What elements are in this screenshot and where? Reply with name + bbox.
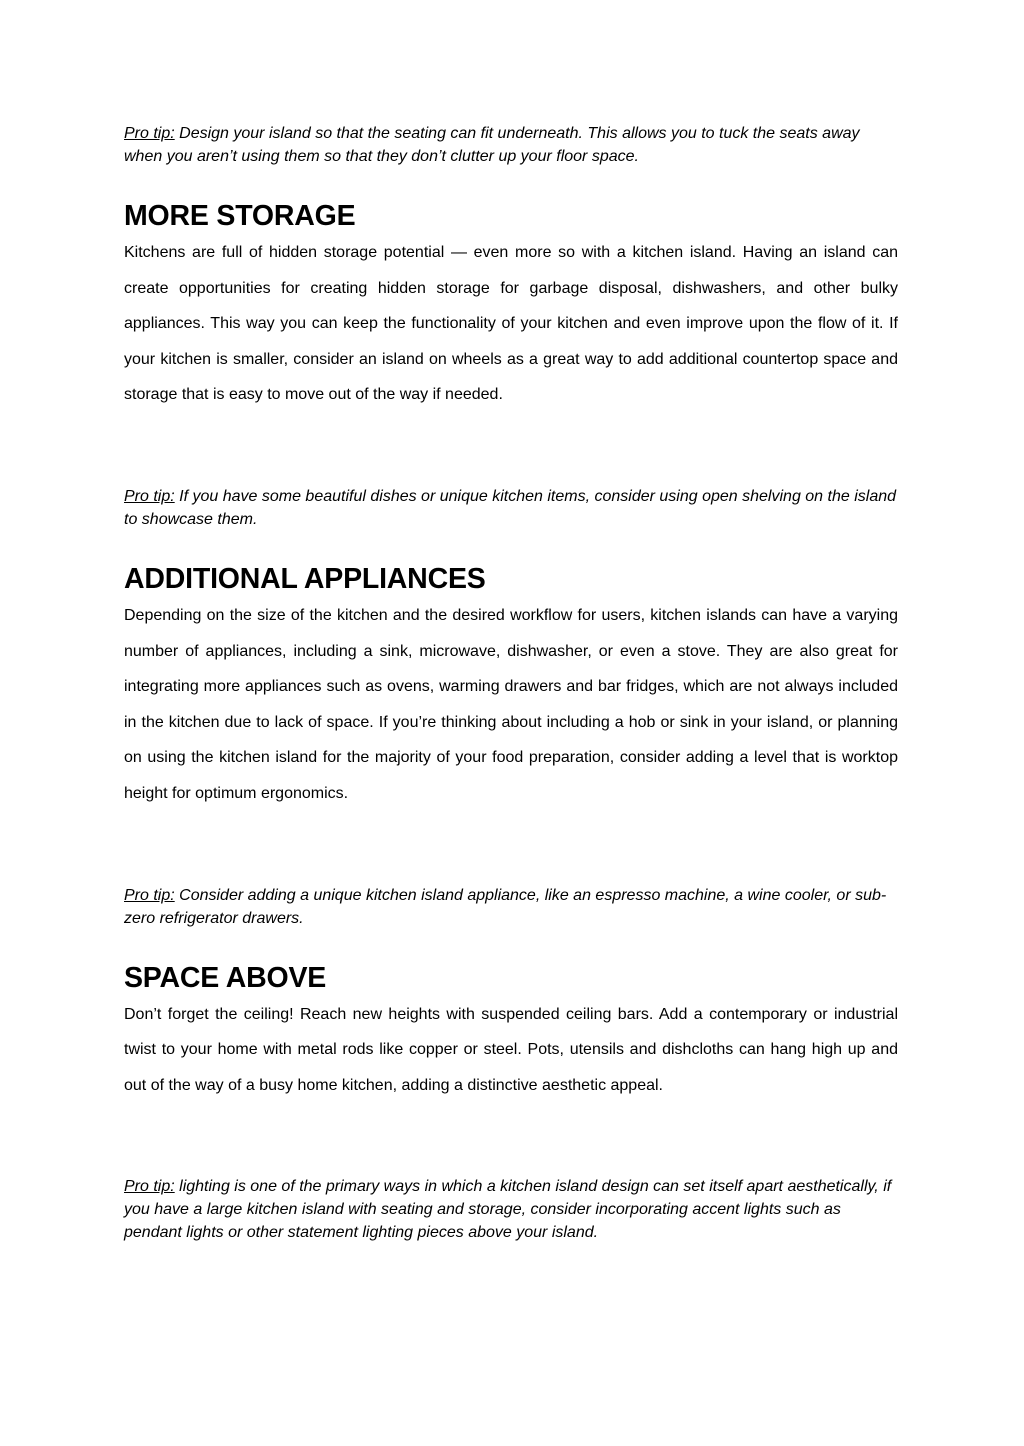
pro-tip-text: lighting is one of the primary ways in which a kitchen island design can set itself apart aesthetically, if you have a large kitchen island with seating and storage, consider incorporating accent lights such as pendant lights or other statement lighting pieces above your island. — [124, 1178, 892, 1242]
paragraph-space-above: Don’t forget the ceiling! Reach new heights with suspended ceiling bars. Add a contemporary or industrial twist to your home with metal rods like copper or steel. Pots, utensils and dishcloths can hang high up and out of the way of a busy home kitchen, adding a distinctive aesthetic appeal. — [124, 1005, 898, 1094]
heading-additional-appliances: ADDITIONAL APPLIANCES — [124, 562, 486, 595]
pro-tip-label: Pro tip: — [124, 487, 175, 505]
pro-tip-label: Pro tip: — [124, 1178, 175, 1196]
pro-tip-text: If you have some beautiful dishes or unique kitchen items, consider using open shelving on the island to showcase them. — [124, 487, 897, 528]
pro-tip-label: Pro tip: — [124, 125, 175, 142]
paragraph-additional-appliances: Depending on the size of the kitchen and the desired workflow for users, kitchen islands can have a varying number of appliances, including a sink, microwave, dishwasher, or even a stove. They are also great for integrating more appliances such as ovens, warming drawers and bar fridges, which are not always included in the kitchen due to lack of space. If you’re thinking about including a hob or sink in your island, or planning on using the kitchen island for the majority of your food preparation, consider adding a level that is worktop height for optimum ergonomics. — [124, 606, 898, 802]
pro-tip-appliance — [124, 884, 898, 930]
heading-more-storage: MORE STORAGE — [124, 200, 356, 232]
pro-tip-label: Pro tip: — [124, 886, 175, 904]
document-page — [124, 122, 898, 1244]
paragraph-more-storage: Kitchens are full of hidden storage potential — even more so with a kitchen island. Having an island can create opportunities for creating hidden storage for garbage disposal, dishwashers, and other bulky appliances. This way you can keep the functionality of your kitchen and even improve upon the flow of it. If your kitchen is smaller, consider an island on wheels as a great way to add additional countertop space and storage that is easy to move out of the way if needed. — [124, 244, 898, 404]
pro-tip-seating — [124, 122, 898, 168]
pro-tip-lighting — [124, 1175, 898, 1244]
pro-tip-shelving — [124, 485, 898, 531]
pro-tip-text: Consider adding a unique kitchen island appliance, like an espresso machine, a wine cooler, or sub-zero refrigerator drawers. — [124, 886, 887, 927]
heading-space-above: SPACE ABOVE — [124, 961, 327, 994]
pro-tip-text: Design your island so that the seating can fit underneath. This allows you to tuck the seats away when you aren’t using them so that they don’t clutter up your floor space. — [124, 125, 860, 165]
